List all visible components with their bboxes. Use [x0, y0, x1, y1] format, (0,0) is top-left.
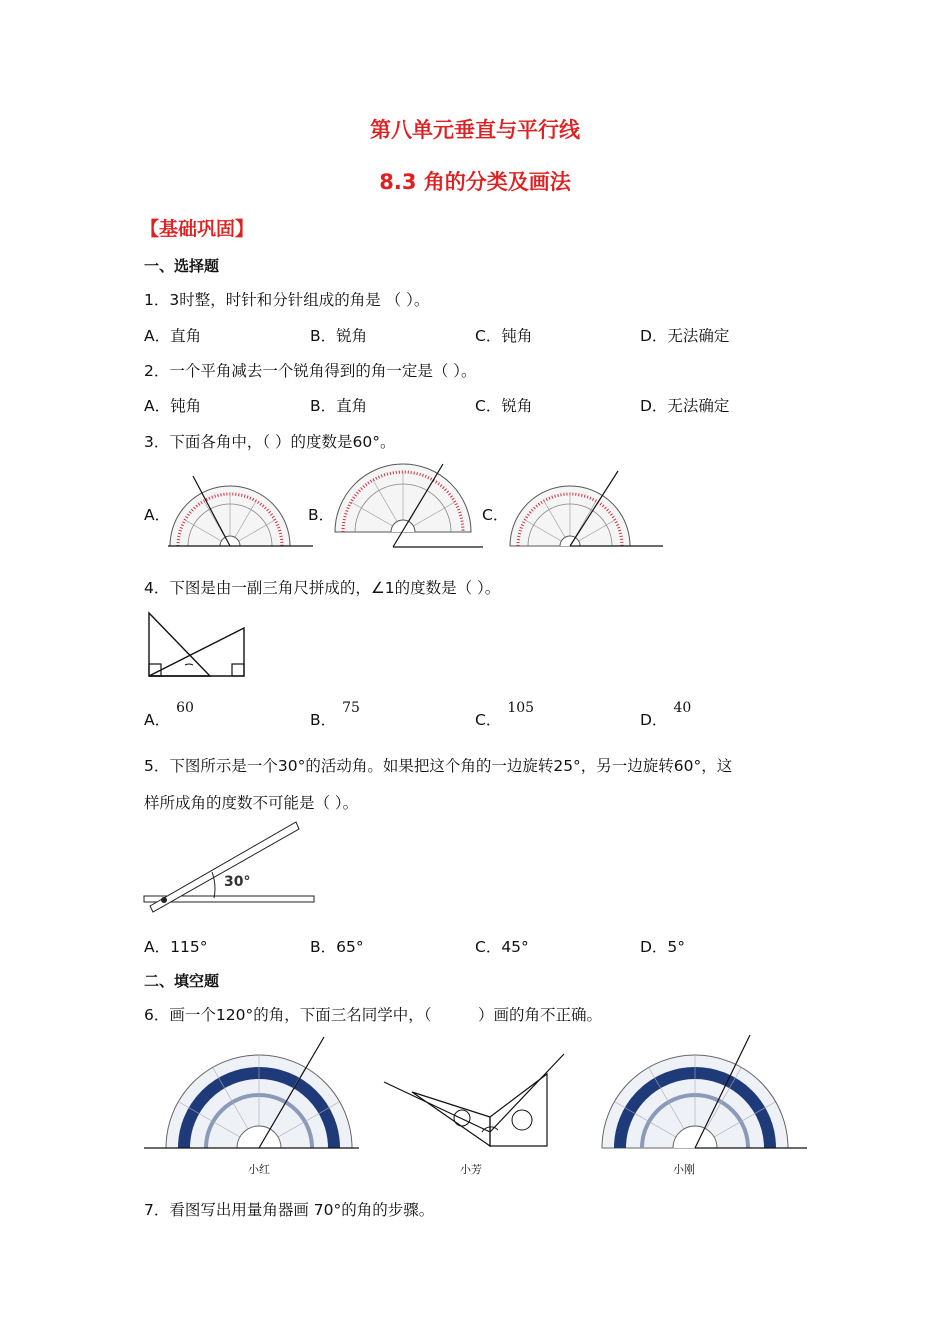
q3-option-c[interactable]: C．	[482, 506, 509, 524]
q2-option-a[interactable]: A．钝角	[144, 397, 202, 415]
q1-option-a[interactable]: A．直角	[144, 327, 202, 345]
q4-option-a-label: A．	[144, 711, 171, 729]
q4-set-squares	[146, 611, 248, 679]
q1-option-b[interactable]: B．锐角	[310, 327, 368, 345]
q6-protractor-xiaogang	[600, 1030, 810, 1155]
question-3: 3．下面各角中，（ ）的度数是60°。	[144, 433, 396, 451]
q4-option-c-value: 105	[507, 700, 535, 716]
q4-option-d[interactable]	[640, 700, 692, 730]
q4-option-b-label: B．	[310, 711, 337, 729]
q4-option-d-label: D．	[640, 711, 668, 729]
q4-option-a-value: 60	[176, 700, 194, 716]
section-label: 【基础巩固】	[140, 218, 255, 240]
q3-protractor-b	[333, 462, 488, 550]
q4-option-b[interactable]	[310, 700, 360, 730]
question-5-line1: 5．下图所示是一个30°的活动角。如果把这个角的一边旋转25°，另一边旋转60°，这	[144, 757, 733, 775]
q4-option-c-label: C．	[475, 711, 502, 729]
q6-protractor-xiaohong	[144, 1035, 359, 1155]
q4-option-b-value: 75	[342, 700, 360, 716]
q3-protractor-a	[168, 466, 313, 551]
q5-angle-label: 30°	[224, 874, 251, 890]
q6-set-square-xiaofang	[382, 1052, 567, 1152]
q5-option-a[interactable]: A．115°	[144, 938, 208, 956]
q5-option-c[interactable]: C．45°	[475, 938, 529, 956]
question-6: 6．画一个120°的角，下面三名同学中，（ ）画的角不正确。	[144, 1006, 602, 1024]
q2-option-d[interactable]: D．无法确定	[640, 397, 730, 415]
question-4: 4．下图是由一副三角尺拼成的，∠1的度数是（ ）。	[144, 579, 501, 597]
q3-option-a[interactable]: A．	[144, 506, 171, 524]
caption-xiaofang: 小芳	[460, 1163, 482, 1176]
q3-protractor-c	[508, 466, 668, 551]
part2-heading: 二、填空题	[144, 972, 220, 990]
q1-option-d[interactable]: D．无法确定	[640, 327, 730, 345]
question-7: 7．看图写出用量角器画 70°的角的步骤。	[144, 1201, 435, 1219]
q4-option-d-value: 40	[673, 700, 692, 716]
q5-movable-angle	[142, 820, 320, 915]
q2-option-c[interactable]: C．锐角	[475, 397, 533, 415]
q4-option-a[interactable]	[144, 700, 194, 730]
question-2: 2．一个平角减去一个锐角得到的角一定是（ ）。	[144, 362, 477, 380]
lesson-title: 8.3 角的分类及画法	[379, 170, 571, 194]
caption-xiaohong: 小红	[248, 1163, 270, 1176]
caption-xiaogang: 小刚	[673, 1163, 695, 1176]
question-1: 1．3时整，时针和分针组成的角是 （ ）。	[144, 291, 430, 309]
q1-option-c[interactable]: C．钝角	[475, 327, 533, 345]
question-5-line2: 样所成角的度数不可能是（ ）。	[144, 794, 359, 812]
q5-option-d[interactable]: D．5°	[640, 938, 686, 956]
q4-option-c[interactable]	[475, 700, 535, 730]
q5-option-b[interactable]: B．65°	[310, 938, 364, 956]
q3-option-b[interactable]: B．	[308, 506, 335, 524]
part1-heading: 一、选择题	[144, 257, 220, 275]
unit-title: 第八单元垂直与平行线	[370, 118, 580, 142]
q2-option-b[interactable]: B．直角	[310, 397, 368, 415]
